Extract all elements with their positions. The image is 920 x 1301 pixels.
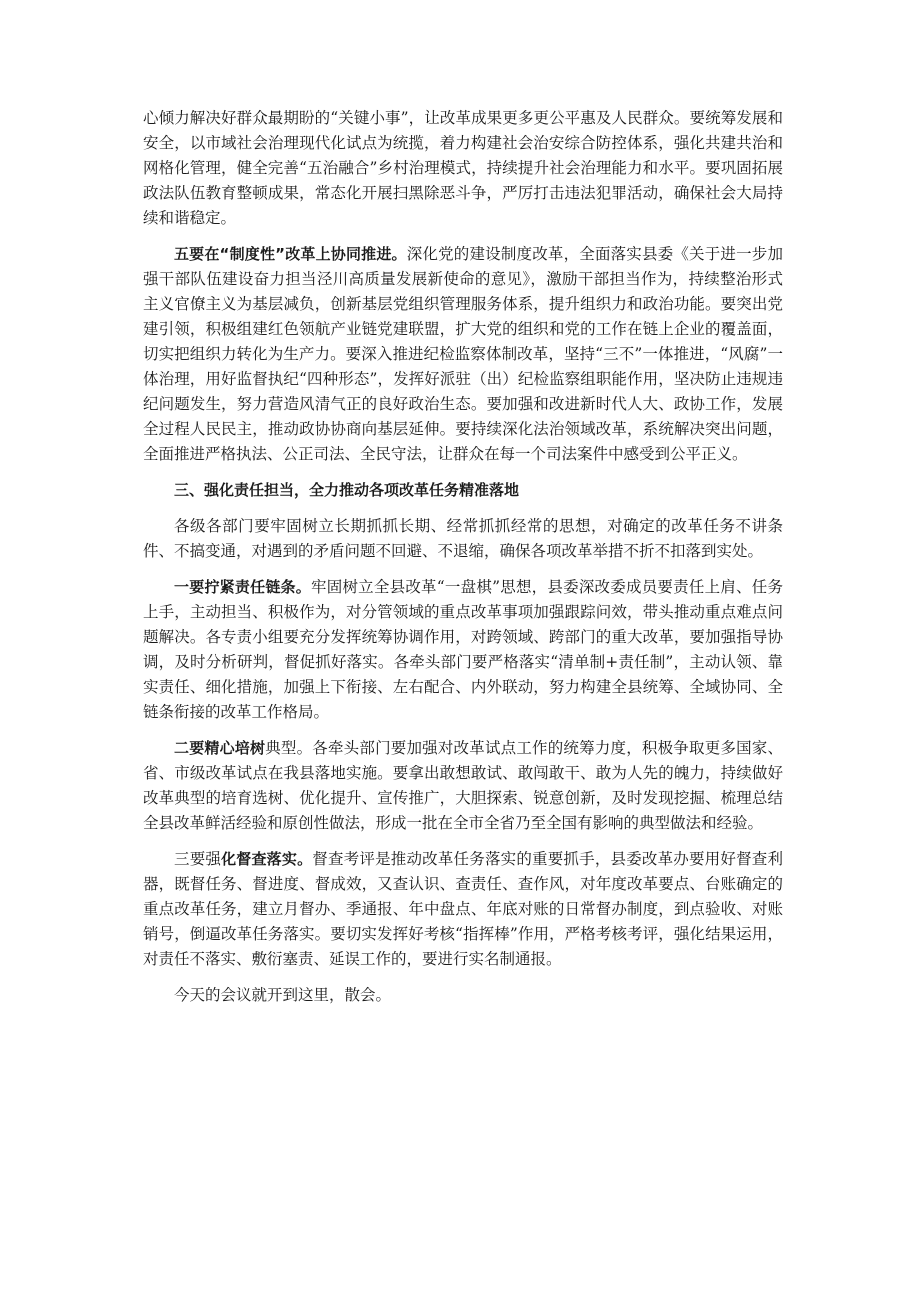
paragraph-social-governance: 心倾力解决好群众最期盼的“关键小事”，让改革成果更多更公平惠及人民群众。要统筹发展和安全，以市域社会治理现代化试点为统揽，着力构建社会治安综合防控体系，强化共建共治和网格化管理，健全完善“五治融合”乡村治理模式，持续提升社会治理能力和水平。要巩固拓展政法队伍教育整顿成果，常态化开展扫黑除恶斗争，严厉打击违法犯罪活动，确保社会大局持续和谐稳定。 [143,109,783,227]
paragraph-model-cultivation [143,736,783,836]
paragraph-text: 深化党的建设制度改革，全面落实县委《关于进一步加强干部队伍建设奋力担当泾川高质量发展新使命的意见》，激励干部担当作为，持续整治形式主义官僚主义为基层减负，创新基层党组织管理服务体系，提升组织力和政治功能。要突出党建引领，积极组建红色领航产业链党建联盟，扩大党的组织和党的工作在链上企业的覆盖面，切实把组织力转化为生产力。要深入推进纪检监察体制改革，坚持“三不”一体推进，“风腐”一体治理，用好监督执纪“四种形态”，发挥好派驻（出）纪检监察组职能作用，坚决防止违规违纪问题发生，努力营造风清气正的良好政治生态。要加强和改进新时代人大、政协工作，发展全过程人民民主，推动政协协商向基层延伸。要持续深化法治领域改革，系统解决突出问题，全面推进严格执法、公正司法、全民守法，让群众在每一个司法案件中感受到公平正义。 [143,245,783,463]
bold-lead-three: 化督查落实。 [221,850,313,868]
bold-lead-one: 一要拧紧责任链条。 [174,578,311,596]
paragraph-supervision [143,847,783,972]
paragraph-institutional-reform [143,242,783,467]
paragraph-section-intro: 各级各部门要牢固树立长期抓抓长期、经常抓抓经常的思想，对确定的改革任务不讲条件、不搞变通，对遇到的矛盾问题不回避、不退缩，确保各项改革举措不折不扣落到实处。 [143,517,783,560]
paragraph-text: 督查考评是推动改革任务落实的重要抓手，县委改革办要用好督查利器，既督任务、督进度、督成效，又查认识、查责任、查作风，对年度改革要点、台账确定的重点改革任务，建立月督办、季通报、年中盘点、年底对账的日常督办制度，到点验收、对账销号，倒逼改革任务落实。要切实发挥好考核“指挥棒”作用，严格考核考评，强化结果运用，对责任不落实、敷衍塞责、延误工作的，要进行实名制通报。 [143,850,783,968]
bold-lead-two: 二要精心培树 [174,739,266,757]
paragraph-text: 典型。各牵头部门要加强对改革试点工作的统筹力度，积极争取更多国家、省、市级改革试点在我县落地实施。要拿出敢想敢试、敢闯敢干、敢为人先的魄力，持续做好改革典型的培育选树、优化提升、宣传推广，大胆探索、锐意创新，及时发现挖掘、梳理总结全县改革鲜活经验和原创性做法，形成一批在全市全省乃至全国有影响的典型做法和经验。 [143,739,783,832]
paragraph-closing: 今天的会议就开到这里，散会。 [174,986,392,1004]
paragraph-text: 牢固树立全县改革“一盘棋”思想，县委深改委成员要责任上肩、任务上手，主动担当、积极作为，对分管领域的重点改革事项加强跟踪问效，带头推动重点难点问题解决。各专责小组要充分发挥统筹协调作用，对跨领域、跨部门的重大改革，要加强指导协调，及时分析研判，督促抓好落实。各牵头部门要严格落实“清单制+责任制”，主动认领、靠实责任、细化措施，加强上下衔接、左右配合、内外联动，努力构建全县统筹、全域协同、全链条衔接的改革工作格局。 [143,578,783,721]
document-body [143,106,783,1019]
paragraph-responsibility-chain [143,575,783,725]
section-heading-three: 三、强化责任担当，全力推动各项改革任务精准落地 [174,481,520,499]
lead-prefix: 三要强 [174,850,222,868]
bold-lead-five: 五要在“制度性”改革上协同推进。 [174,245,407,263]
